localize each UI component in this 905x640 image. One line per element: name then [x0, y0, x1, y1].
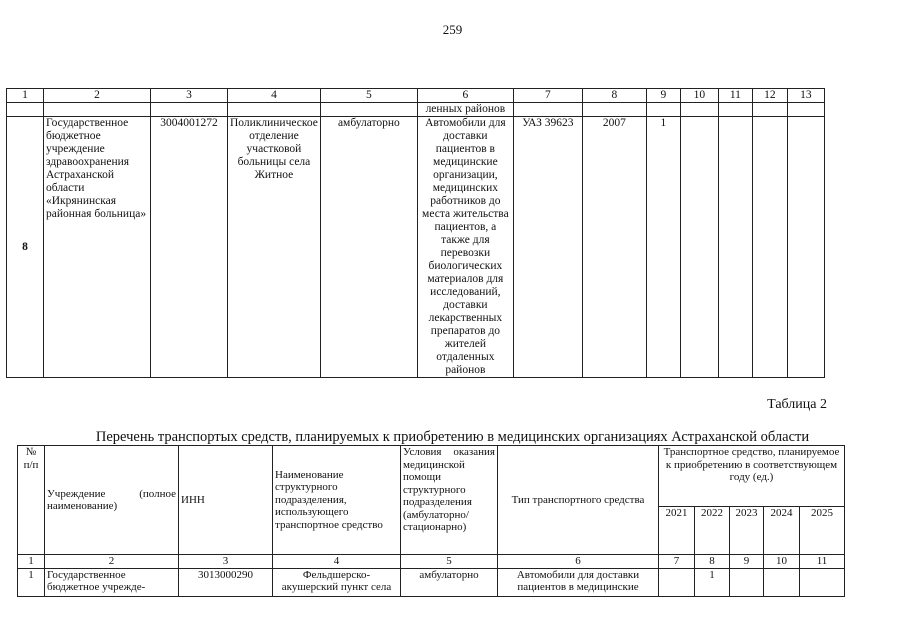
institution-cell: Государственное бюджетное учреждение здравоохранения Астраханской области «Икрянинская районная больница»	[44, 117, 151, 378]
table2-header-row	[18, 446, 845, 507]
table2-col-number: 4	[273, 555, 401, 569]
subdivision-cell: Поликлиническое отделение участковой больницы села Житное	[228, 117, 321, 378]
vehicle-table-continued	[6, 88, 825, 378]
page-number: 259	[442, 22, 463, 37]
table-title: Перечень транспортых средств, планируемых к приобретению в медицинских организациях Астраханской области	[95, 429, 810, 445]
subdivision-cell: Фельдшерско-акушерский пункт села	[273, 568, 401, 596]
table1-col-number: 10	[680, 89, 718, 103]
inn-cell: 3004001272	[151, 117, 228, 378]
table1-col-number: 7	[513, 89, 582, 103]
vehicle-type-cell: Автомобили для доставки пациентов в медицинские	[498, 568, 659, 596]
table1-col-number: 4	[228, 89, 321, 103]
header-year: 2021	[659, 507, 695, 555]
inn-cell: 3013000290	[179, 568, 273, 596]
header-vehicle-type: Тип транспортного средства	[498, 446, 659, 555]
row-number: 1	[18, 568, 45, 596]
table2-col-number: 11	[800, 555, 845, 569]
table-caption: Таблица 2	[767, 397, 827, 412]
table1-col-number: 1	[7, 89, 44, 103]
count-cell: 1	[695, 568, 730, 596]
planned-vehicles-table	[17, 445, 845, 597]
table1-col-number: 12	[752, 89, 787, 103]
table1-col-number: 6	[417, 89, 513, 103]
row-number: 8	[7, 117, 44, 378]
table1-col-number: 13	[787, 89, 824, 103]
table2-col-number: 5	[401, 555, 498, 569]
header-year: 2022	[695, 507, 730, 555]
institution-cell: Государственное бюджетное учрежде-	[45, 568, 179, 596]
table2-col-number: 2	[45, 555, 179, 569]
header-year: 2025	[800, 507, 845, 555]
table2-col-number: 1	[18, 555, 45, 569]
count-cell: 1	[646, 117, 680, 378]
table2-col-number: 10	[764, 555, 800, 569]
table1-col-number: 5	[320, 89, 417, 103]
header-year: 2024	[764, 507, 800, 555]
continuation-text: ленных районов	[417, 103, 513, 117]
year-cell: 2007	[582, 117, 646, 378]
conditions-cell: амбулаторно	[320, 117, 417, 378]
model-cell: УАЗ 39623	[513, 117, 582, 378]
header-planned: Транспортное средство, планируемое к приобретению в соответствующем году (ед.)	[659, 446, 845, 507]
table2-col-number: 8	[695, 555, 730, 569]
table2-col-number: 6	[498, 555, 659, 569]
table1-col-number: 8	[582, 89, 646, 103]
table1-col-number: 2	[44, 89, 151, 103]
table2-col-number: 9	[730, 555, 764, 569]
table1-column-numbers	[7, 89, 825, 103]
table1-col-number: 11	[718, 89, 752, 103]
table2-column-numbers	[18, 555, 845, 569]
table-row	[18, 568, 845, 596]
table1-continuation-row	[7, 103, 825, 117]
table1-col-number: 3	[151, 89, 228, 103]
header-num: № п/п	[18, 446, 45, 555]
table1-col-number: 9	[646, 89, 680, 103]
header-year: 2023	[730, 507, 764, 555]
header-inn: ИНН	[179, 446, 273, 555]
header-subdivision: Наименование структурного подразделения, использующего транспортное средство	[273, 446, 401, 555]
header-conditions: Условия оказания медицинской помощи структурного подразделения (амбулаторно/стационарно)	[401, 446, 498, 555]
vehicle-type-cell: Автомобили для доставки пациентов в медицинские организации, медицинских работников до места жительства пациентов, а также для перевозки биологических материалов для исследований, доставки лекарственных препаратов до жителей отдаленных районов	[417, 117, 513, 378]
table2-col-number: 7	[659, 555, 695, 569]
table-row	[7, 117, 825, 378]
table2-col-number: 3	[179, 555, 273, 569]
header-institution: Учреждение (полное наименование)	[45, 446, 179, 555]
conditions-cell: амбулаторно	[401, 568, 498, 596]
